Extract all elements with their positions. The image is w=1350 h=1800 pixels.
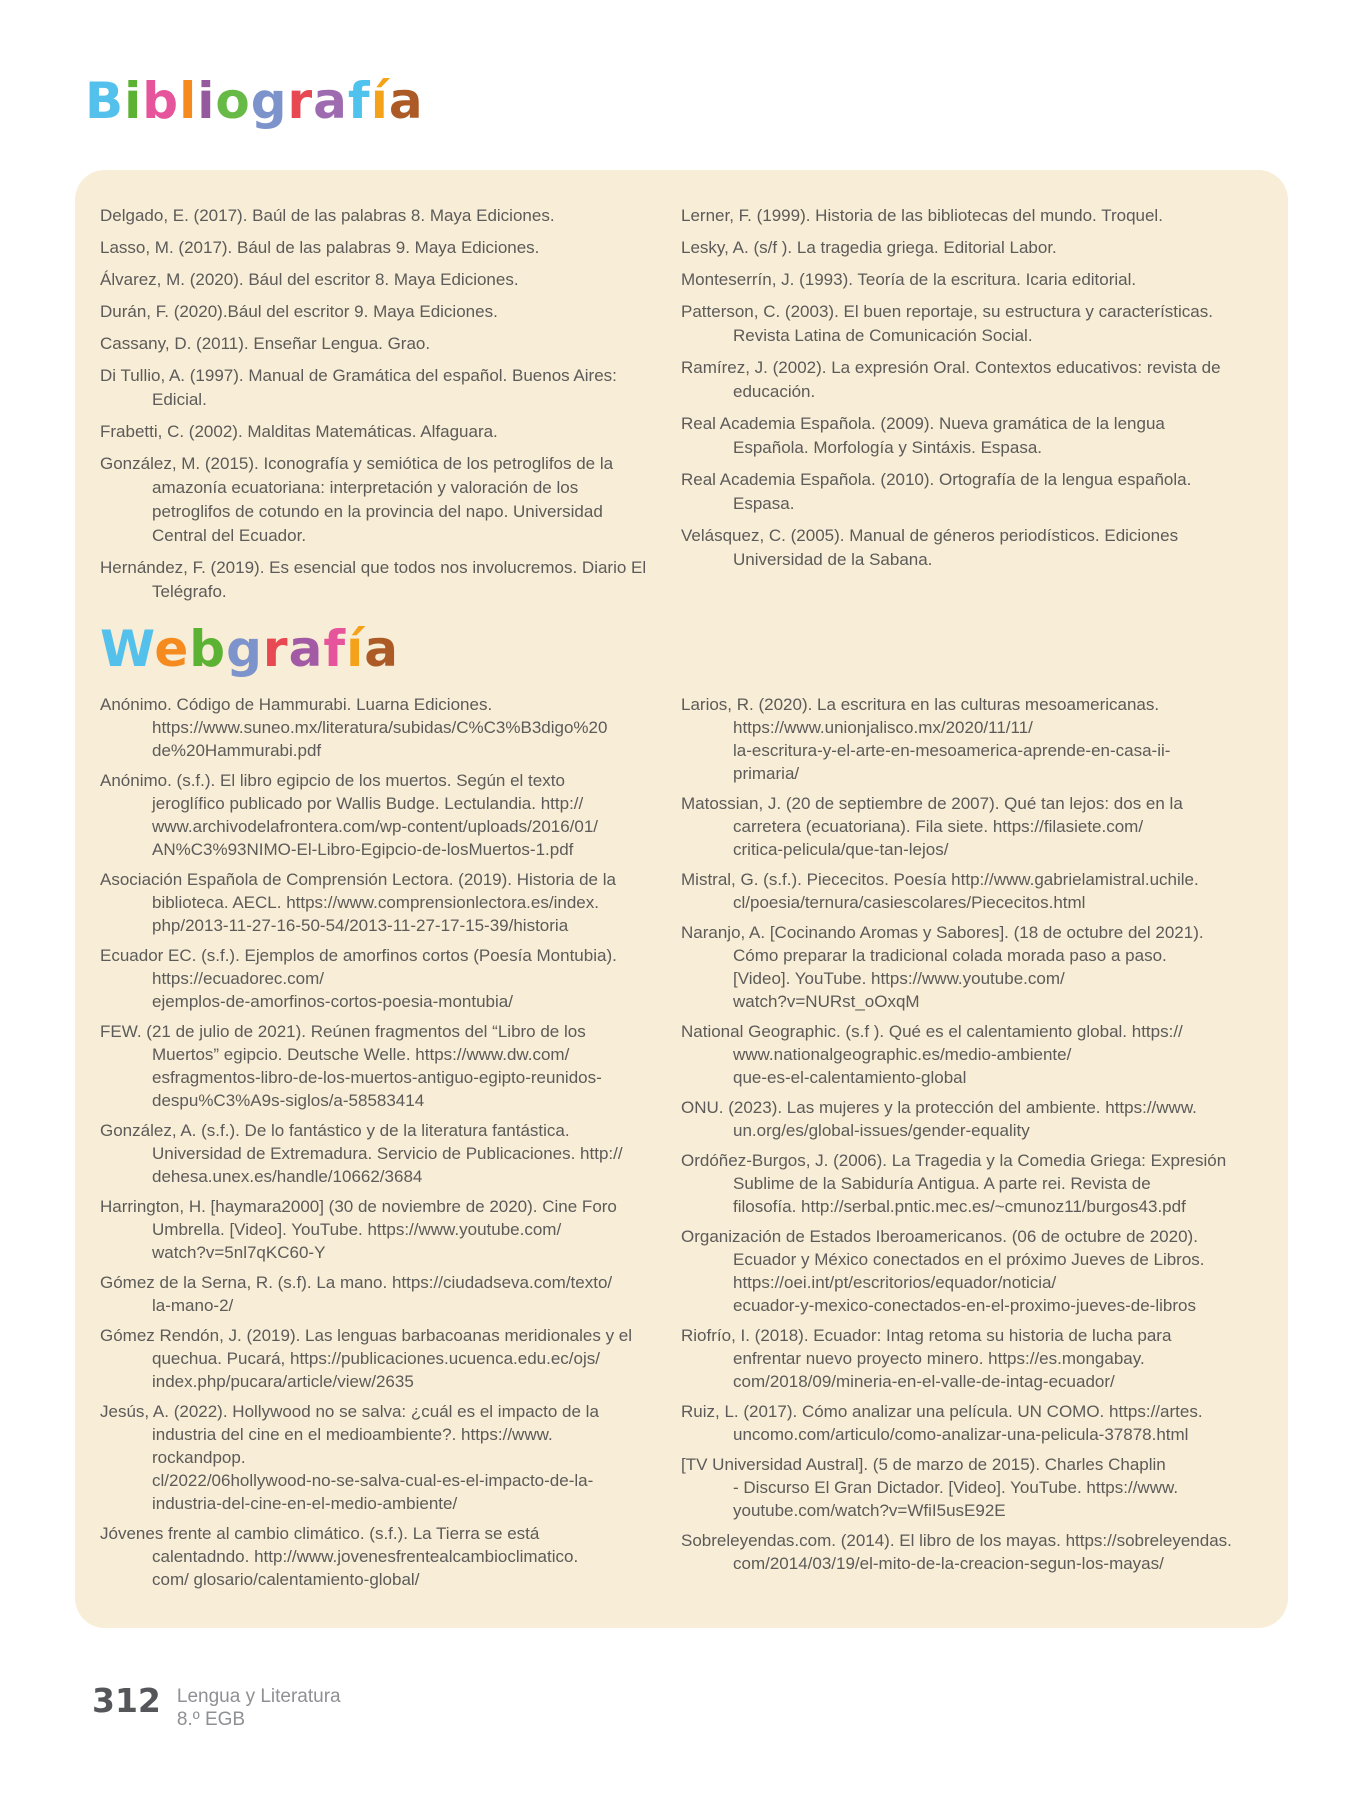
title-letter: g xyxy=(226,620,263,678)
reference-line: enfrentar nuevo proyecto minero. https://es.mongabay. xyxy=(733,1349,1145,1368)
reference-line: php/2013-11-27-16-50-54/2013-11-27-17-15-39/historia xyxy=(152,916,569,935)
title-letter: í xyxy=(370,72,389,130)
reference-entry xyxy=(100,556,645,604)
webography-right-column xyxy=(681,693,1261,1598)
reference-entry xyxy=(681,1225,1261,1317)
reference-line: Muertos” egipcio. Deutsche Welle. https://www.dw.com/ xyxy=(152,1045,570,1064)
reference-line: carretera (ecuatoriana). Fila siete. https://filasiete.com/ xyxy=(733,817,1144,836)
reference-line: primaria/ xyxy=(733,764,800,783)
reference-line: com/2018/09/mineria-en-el-valle-de-intag-ecuador/ xyxy=(733,1372,1115,1391)
reference-line: index.php/pucara/article/view/2635 xyxy=(152,1372,414,1391)
reference-line: Lasso, M. (2017). Bául de las palabras 9. Maya Ediciones. xyxy=(100,238,540,257)
reference-entry xyxy=(681,1400,1261,1446)
reference-line: com/ glosario/calentamiento-global/ xyxy=(152,1570,420,1589)
reference-line: Di Tullio, A. (1997). Manual de Gramática del español. Buenos Aires: xyxy=(100,366,617,385)
reference-line: educación. xyxy=(733,382,816,401)
reference-line: ONU. (2023). Las mujeres y la protección del ambiente. https://www. xyxy=(681,1098,1197,1117)
reference-line: dehesa.unex.es/handle/10662/3684 xyxy=(152,1167,423,1186)
references-panel xyxy=(75,170,1288,1628)
footer-grade: 8.º EGB xyxy=(176,1709,246,1730)
reference-line: esfragmentos-libro-de-los-muertos-antiguo-egipto-reunidos- xyxy=(152,1068,602,1087)
reference-line: Lesky, A. (s/f ). La tragedia griega. Editorial Labor. xyxy=(681,238,1057,257)
reference-line: calentadndo. http://www.jovenesfrentealcambioclimatico. xyxy=(152,1547,579,1566)
reference-entry xyxy=(681,1149,1261,1218)
reference-entry xyxy=(681,412,1261,460)
reference-line: Álvarez, M. (2020). Bául del escritor 8. Maya Ediciones. xyxy=(100,270,519,289)
reference-line: Ordóñez-Burgos, J. (2006). La Tragedia y la Comedia Griega: Expresión xyxy=(681,1151,1227,1170)
reference-line: quechua. Pucará, https://publicaciones.ucuenca.edu.ec/ojs/ xyxy=(152,1349,600,1368)
reference-line: Hernández, F. (2019). Es esencial que todos nos involucremos. Diario El xyxy=(100,558,647,577)
title-letter: a xyxy=(288,620,324,678)
reference-line: Asociación Española de Comprensión Lectora. (2019). Historia de la xyxy=(100,870,616,889)
reference-entry xyxy=(681,468,1261,516)
reference-entry xyxy=(100,1400,645,1515)
reference-entry xyxy=(100,364,645,412)
reference-line: cl/2022/06hollywood-no-se-salva-cual-es-el-impacto-de-la- xyxy=(152,1471,594,1490)
reference-line: FEW. (21 de julio de 2021). Reúnen fragmentos del “Libro de los xyxy=(100,1022,586,1041)
reference-line: industria del cine en el medioambiente?. https://www. xyxy=(152,1425,553,1444)
reference-line: Anónimo. Código de Hammurabi. Luarna Ediciones. xyxy=(100,695,493,714)
reference-line: Gómez Rendón, J. (2019). Las lenguas barbacoanas meridionales y el xyxy=(100,1326,633,1345)
reference-line: Gómez de la Serna, R. (s.f). La mano. https://ciudadseva.com/texto/ xyxy=(100,1273,613,1292)
reference-entry xyxy=(100,1324,645,1393)
reference-entry xyxy=(100,236,645,260)
reference-entry xyxy=(100,1195,645,1264)
webography-title xyxy=(100,622,1260,677)
reference-line: la-escritura-y-el-arte-en-mesoamerica-aprende-en-casa-ii- xyxy=(733,741,1171,760)
reference-line: Central del Ecuador. xyxy=(152,526,307,545)
title-letter: b xyxy=(142,72,180,130)
reference-line: González, A. (s.f.). De lo fantástico y de la literatura fantástica. xyxy=(100,1121,570,1140)
title-letter: a xyxy=(364,620,399,678)
reference-entry xyxy=(100,693,645,762)
reference-line: Jóvenes frente al cambio climático. (s.f.). La Tierra se está xyxy=(100,1524,540,1543)
reference-line: www.archivodelafrontera.com/wp-content/uploads/2016/01/ xyxy=(152,817,599,836)
title-letter: i xyxy=(197,72,216,130)
reference-line: https://www.suneo.mx/literatura/subidas/C%C3%B3digo%20 xyxy=(152,718,608,737)
reference-entry xyxy=(681,204,1261,228)
reference-line: Ramírez, J. (2002). La expresión Oral. Contextos educativos: revista de xyxy=(681,358,1221,377)
webography-left-column xyxy=(100,693,645,1598)
title-letter: a xyxy=(388,72,424,130)
reference-line: Naranjo, A. [Cocinando Aromas y Sabores]. (18 de octubre del 2021). xyxy=(681,923,1204,942)
reference-line: [TV Universidad Austral]. (5 de marzo de 2015). Charles Chaplin xyxy=(681,1455,1166,1474)
reference-entry xyxy=(100,769,645,861)
reference-line: la-mano-2/ xyxy=(152,1296,234,1315)
reference-line: Umbrella. [Video]. YouTube. https://www.youtube.com/ xyxy=(152,1220,562,1239)
reference-entry xyxy=(100,944,645,1013)
reference-entry xyxy=(100,1271,645,1317)
reference-line: Frabetti, C. (2002). Malditas Matemáticas. Alfaguara. xyxy=(100,422,498,441)
reference-line: www.nationalgeographic.es/medio-ambiente/ xyxy=(733,1045,1072,1064)
reference-line: que-es-el-calentamiento-global xyxy=(733,1068,967,1087)
reference-line: Harrington, H. [haymara2000] (30 de noviembre de 2020). Cine Foro xyxy=(100,1197,617,1216)
reference-entry xyxy=(681,921,1261,1013)
page-number: 312 xyxy=(92,1681,161,1720)
footer-subject-block xyxy=(177,1684,341,1731)
reference-line: despu%C3%A9s-siglos/a-58583414 xyxy=(152,1091,425,1110)
reference-entry xyxy=(100,332,645,356)
reference-entry xyxy=(681,1020,1261,1089)
title-letter: i xyxy=(124,72,143,130)
reference-entry xyxy=(100,1119,645,1188)
reference-line: Edicial. xyxy=(152,390,207,409)
reference-line: Velásquez, C. (2005). Manual de géneros periodísticos. Ediciones xyxy=(681,526,1179,545)
reference-line: Sublime de la Sabiduría Antigua. A parte rei. Revista de xyxy=(733,1174,1151,1193)
reference-entry xyxy=(100,1522,645,1591)
title-letter: r xyxy=(287,72,314,130)
reference-line: com/2014/03/19/el-mito-de-la-creacion-segun-los-mayas/ xyxy=(733,1554,1164,1573)
reference-line: filosofía. http://serbal.pntic.mec.es/~cmunoz11/burgos43.pdf xyxy=(733,1197,1186,1216)
reference-entry xyxy=(100,268,645,292)
title-letter: W xyxy=(100,620,155,678)
reference-entry xyxy=(681,236,1261,260)
reference-entry xyxy=(681,268,1261,292)
title-letter: í xyxy=(346,620,365,678)
reference-line: Sobreleyendas.com. (2014). El libro de los mayas. https://sobreleyendas. xyxy=(681,1531,1232,1550)
title-letter: g xyxy=(250,72,288,130)
reference-line: Mistral, G. (s.f.). Piececitos. Poesía http://www.gabrielamistral.uchile. xyxy=(681,870,1199,889)
bibliography-columns xyxy=(100,204,1260,612)
reference-line: Universidad de la Sabana. xyxy=(733,550,933,569)
reference-entry xyxy=(681,1324,1261,1393)
reference-line: rockandpop. xyxy=(152,1448,246,1467)
reference-entry xyxy=(681,1453,1261,1522)
title-letter: b xyxy=(189,620,227,678)
reference-line: AN%C3%93NIMO-El-Libro-Egipcio-de-losMuertos-1.pdf xyxy=(152,840,574,859)
reference-line: ecuador-y-mexico-conectados-en-el-proximo-jueves-de-libros xyxy=(733,1296,1196,1315)
reference-entry xyxy=(681,300,1261,348)
title-letter: f xyxy=(347,72,371,130)
reference-entry xyxy=(100,868,645,937)
reference-line: uncomo.com/articulo/como-analizar-una-pelicula-37878.html xyxy=(733,1425,1189,1444)
reference-line: Matossian, J. (20 de septiembre de 2007). Qué tan lejos: dos en la xyxy=(681,794,1183,813)
reference-line: watch?v=5nl7qKC60-Y xyxy=(152,1243,326,1262)
reference-line: Real Academia Española. (2010). Ortografía de la lengua española. xyxy=(681,470,1192,489)
reference-entry xyxy=(681,792,1261,861)
reference-line: amazonía ecuatoriana: interpretación y valoración de los xyxy=(152,478,579,497)
bibliography-title xyxy=(85,72,424,130)
reference-line: de%20Hammurabi.pdf xyxy=(152,741,322,760)
reference-line: https://oei.int/pt/escritorios/equador/noticia/ xyxy=(733,1273,1057,1292)
title-letter: o xyxy=(215,72,251,130)
reference-line: Larios, R. (2020). La escritura en las culturas mesoamericanas. xyxy=(681,695,1160,714)
reference-entry xyxy=(681,868,1261,914)
reference-line: Delgado, E. (2017). Baúl de las palabras 8. Maya Ediciones. xyxy=(100,206,555,225)
title-letter: r xyxy=(262,620,289,678)
reference-line: biblioteca. AECL. https://www.comprensionlectora.es/index. xyxy=(152,893,599,912)
reference-line: Telégrafo. xyxy=(152,582,227,601)
reference-line: Monteserrín, J. (1993). Teoría de la escritura. Icaria editorial. xyxy=(681,270,1137,289)
reference-line: critica-pelicula/que-tan-lejos/ xyxy=(733,840,949,859)
reference-entry xyxy=(681,1529,1261,1575)
reference-line: youtube.com/watch?v=WfiI5usE92E xyxy=(733,1501,1006,1520)
reference-entry xyxy=(100,300,645,324)
page-footer xyxy=(92,1681,341,1731)
reference-line: Cassany, D. (2011). Enseñar Lengua. Grao. xyxy=(100,334,431,353)
reference-line: Organización de Estados Iberoamericanos. (06 de octubre de 2020). xyxy=(681,1227,1198,1246)
reference-entry xyxy=(100,204,645,228)
reference-line: Durán, F. (2020).Bául del escritor 9. Maya Ediciones. xyxy=(100,302,498,321)
reference-line: Anónimo. (s.f.). El libro egipcio de los muertos. Según el texto xyxy=(100,771,565,790)
reference-line: Universidad de Extremadura. Servicio de Publicaciones. http:// xyxy=(152,1144,623,1163)
reference-entry xyxy=(681,356,1261,404)
reference-entry xyxy=(100,452,645,548)
reference-line: Española. Morfología y Sintáxis. Espasa. xyxy=(733,438,1042,457)
reference-entry xyxy=(100,420,645,444)
bibliography-right-column xyxy=(681,204,1261,612)
reference-line: https://www.unionjalisco.mx/2020/11/11/ xyxy=(733,718,1033,737)
reference-line: Lerner, F. (1999). Historia de las bibliotecas del mundo. Troquel. xyxy=(681,206,1163,225)
reference-line: industria-del-cine-en-el-medio-ambiente/ xyxy=(152,1494,458,1513)
reference-line: Jesús, A. (2022). Hollywood no se salva: ¿cuál es el impacto de la xyxy=(100,1402,599,1421)
reference-line: - Discurso El Gran Dictador. [Video]. YouTube. https://www. xyxy=(733,1478,1179,1497)
reference-line: https://ecuadorec.com/ xyxy=(152,969,324,988)
reference-line: González, M. (2015). Iconografía y semiótica de los petroglifos de la xyxy=(100,454,614,473)
reference-line: Riofrío, I. (2018). Ecuador: Intag retoma su historia de lucha para xyxy=(681,1326,1172,1345)
reference-line: Espasa. xyxy=(733,494,795,513)
title-letter: e xyxy=(154,620,190,678)
reference-line: watch?v=NURst_oOxqM xyxy=(733,992,920,1011)
footer-subject: Lengua y Literatura xyxy=(176,1686,341,1707)
reference-line: ejemplos-de-amorfinos-cortos-poesia-montubia/ xyxy=(152,992,513,1011)
reference-line: Revista Latina de Comunicación Social. xyxy=(733,326,1033,345)
title-letter: B xyxy=(85,72,125,130)
webography-columns xyxy=(100,693,1260,1598)
reference-line: Patterson, C. (2003). El buen reportaje, su estructura y características. xyxy=(681,302,1213,321)
reference-line: Ecuador y México conectados en el próximo Jueves de Libros. xyxy=(733,1250,1205,1269)
bibliography-left-column xyxy=(100,204,645,612)
reference-line: [Video]. YouTube. https://www.youtube.com/ xyxy=(733,969,1065,988)
title-letter: a xyxy=(313,72,348,130)
reference-line: cl/poesia/ternura/casiescolares/Piececitos.html xyxy=(733,893,1086,912)
reference-entry xyxy=(681,1096,1261,1142)
title-letter: f xyxy=(323,620,347,678)
reference-line: petroglifos de cotundo en la provincia del napo. Universidad xyxy=(152,502,603,521)
reference-entry xyxy=(681,693,1261,785)
reference-line: Cómo preparar la tradicional colada morada paso a paso. xyxy=(733,946,1167,965)
reference-line: Ecuador EC. (s.f.). Ejemplos de amorfinos cortos (Poesía Montubia). xyxy=(100,946,617,965)
reference-line: jeroglífico publicado por Wallis Budge. Lectulandia. http:// xyxy=(152,794,584,813)
reference-line: Ruiz, L. (2017). Cómo analizar una película. UN COMO. https://artes. xyxy=(681,1402,1203,1421)
reference-line: Real Academia Española. (2009). Nueva gramática de la lengua xyxy=(681,414,1165,433)
title-letter: l xyxy=(179,72,198,130)
reference-line: un.org/es/global-issues/gender-equality xyxy=(733,1121,1030,1140)
reference-line: National Geographic. (s.f ). Qué es el calentamiento global. https:// xyxy=(681,1022,1183,1041)
reference-entry xyxy=(100,1020,645,1112)
reference-entry xyxy=(681,524,1261,572)
